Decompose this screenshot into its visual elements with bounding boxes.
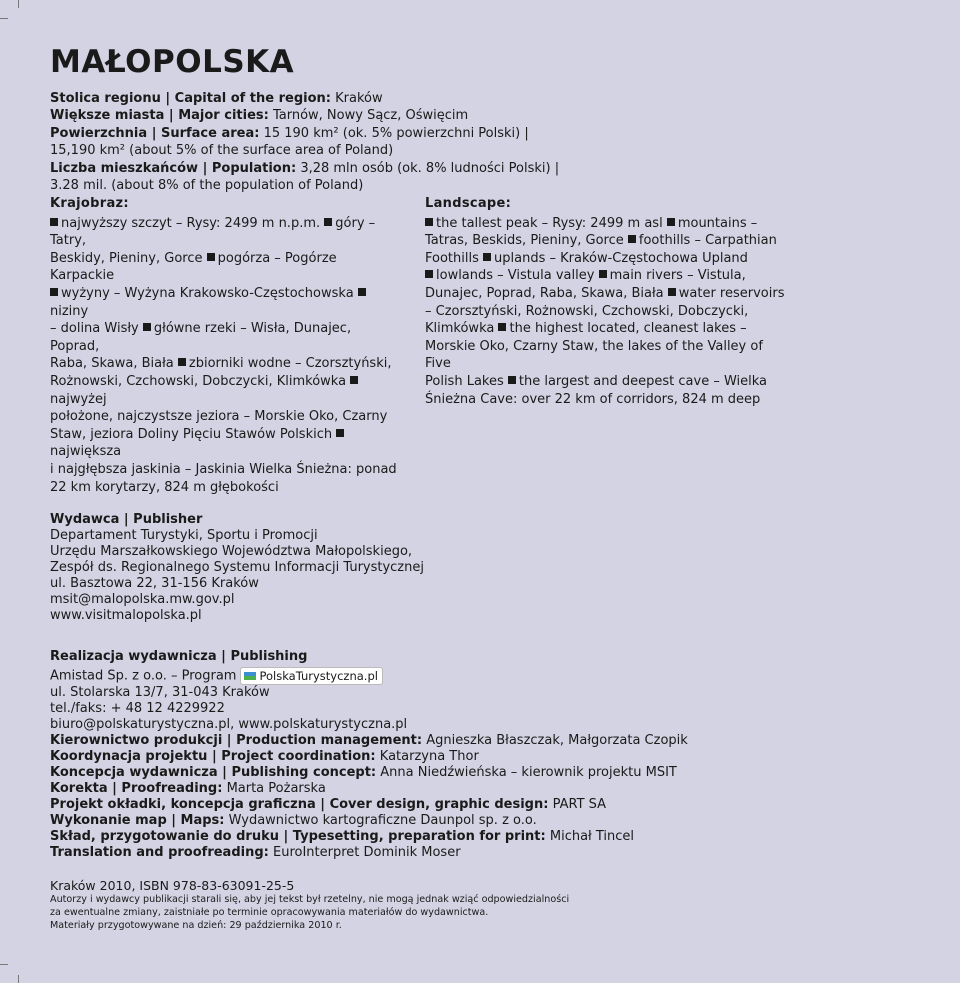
bullet-icon: [178, 358, 186, 366]
landscape-pl: Krajobraz: najwyższy szczyt – Rysy: 2499 m n.p.m. góry – Tatry, Beskidy, Pieniny, Gorce pogórza – Pogórze Karpackie wyżyny – Wyżyna Krakowsko-Częstochowska niziny – dolina Wisły główne rzeki – Wisła, Dunajec, Poprad, Raba, Skawa, Biała zbiorniki wodne – Czorsztyński, Rożnowski, Czchowski, Dobczycki, Klimkówka najwyżej położone, najczystsze jeziora – Morskie Oko, Czarny Staw, jeziora Doliny Pięciu Stawów Polskich największa i najgłębsza jaskinia – Jaskinia Wielka Śnieżna: ponad 22 km korytarzy, 824 m głębokości: [50, 195, 400, 496]
bullet-icon: [425, 218, 433, 226]
publisher-website[interactable]: www.visitmalopolska.pl: [50, 608, 202, 623]
bullet-icon: [508, 376, 516, 384]
bullet-icon: [358, 288, 366, 296]
bullet-icon: [143, 323, 151, 331]
crop-mark: [0, 964, 8, 965]
credit-row: Projekt okładki, koncepcja graficzna | Cover design, graphic design: PART SA: [50, 797, 607, 812]
crop-mark: [18, 975, 19, 983]
bullet-icon: [50, 288, 58, 296]
cities-row: Większe miasta | Major cities: Tarnów, Nowy Sącz, Oświęcim: [50, 108, 469, 124]
publishing-block: Realizacja wydawnicza | Publishing Amistad Sp. z o.o. – Program PolskaTurystyczna.pl ul. Stolarska 13/7, 31-043 Kraków tel./faks: + 48 12 4229922 biuro@polskaturystyczna.pl, www.polskaturystyczna.pl Kierownictwo produkcji | Production management: Agnieszka Błaszczak, Małgorzata Czopik Koordynacja projektu | Project coordination: Katarzyna Thor Koncepcja wydawnicza | Publishing concept: Anna Niedźwieńska – kierownik projektu MSIT Korekta | Proofreading: Marta Pożarska Projekt okładki, koncepcja graficzna | Cover design, graphic design: PART SA Wykonanie map | Maps: Wydawnictwo kartograficzne Daunpol sp. z o.o. Skład, przygotowanie do druku | Typesetting, preparation for print: Michał Tincel Translation and proofreading: EuroInterpret Dominik Moser: [50, 649, 750, 861]
population-row: Liczba mieszkańców | Population: 3,28 mln osób (ok. 8% ludności Polski) |: [50, 160, 560, 176]
publisher-email[interactable]: msit@malopolska.mw.gov.pl: [50, 592, 235, 607]
polskaturystyczna-logo: PolskaTurystyczna.pl: [240, 667, 383, 685]
credit-row: Koordynacja projektu | Project coordination: Katarzyna Thor: [50, 749, 479, 764]
disclaimer: Autorzy i wydawcy publikacji starali się, aby jej tekst był rzetelny, nie mogą jednak wziąć odpowiedzialności za ewentualne zmiany, zaistniałe po terminie opracowywania materiałów do wydawnictwa. Materiały przygotowywane na dzień: 29 października 2010 r.: [50, 894, 570, 931]
bullet-icon: [207, 253, 215, 261]
publisher-heading: Wydawca | Publisher: [50, 512, 203, 527]
bullet-icon: [324, 218, 332, 226]
crop-mark: [0, 18, 8, 19]
page-title: MAŁOPOLSKA: [50, 44, 295, 80]
capital-row: Stolica regionu | Capital of the region: Kraków: [50, 91, 383, 106]
bullet-icon: [483, 253, 491, 261]
landscape-en-heading: Landscape:: [425, 196, 512, 211]
area-row-en: 15,190 km² (about 5% of the surface area of Poland): [50, 143, 394, 159]
credit-row: Translation and proofreading: EuroInterpret Dominik Moser: [50, 845, 461, 860]
bullet-icon: [350, 376, 358, 384]
landscape-en: Landscape: the tallest peak – Rysy: 2499 m asl mountains – Tatras, Beskids, Pieniny, Gorce foothills – Carpathian Foothills uplands – Kraków-Częstochowa Upland lowlands – Vistula valley main rivers – Vistula, Dunajec, Poprad, Raba, Skawa, Biała water reservoirs – Czorsztyński, Rożnowski, Czchowski, Dobczycki, Klimkówka the highest located, cleanest lakes – Morskie Oko, Czarny Staw, the lakes of the Valley of Five Polish Lakes the largest and deepest cave – Wielka Śnieżna Cave: over 22 km of corridors, 824 m deep: [425, 196, 785, 407]
publisher-block: Wydawca | Publisher Departament Turystyki, Sportu i Promocji Urzędu Marszałkowskiego Województwa Małopolskiego, Zespół ds. Regionalnego Systemu Informacji Turystycznej ul. Basztowa 22, 31-156 Kraków msit@malopolska.mw.gov.pl www.visitmalopolska.pl: [50, 512, 670, 624]
bullet-icon: [425, 270, 433, 278]
credit-row: Wykonanie map | Maps: Wydawnictwo kartograficzne Daunpol sp. z o.o.: [50, 813, 537, 828]
publishing-heading: Realizacja wydawnicza | Publishing: [50, 649, 308, 664]
flag-icon: [244, 672, 256, 680]
region-facts: [50, 90, 630, 194]
credit-row: Koncepcja wydawnicza | Publishing concept: Anna Niedźwieńska – kierownik projektu MSIT: [50, 765, 677, 780]
area-row: Powierzchnia | Surface area: 15 190 km² (ok. 5% powierzchni Polski) |: [50, 125, 529, 141]
bullet-icon: [599, 270, 607, 278]
bullet-icon: [628, 235, 636, 243]
landscape-pl-heading: Krajobraz:: [50, 196, 129, 211]
credit-row: Kierownictwo produkcji | Production management: Agnieszka Błaszczak, Małgorzata Czopik: [50, 733, 688, 748]
bullet-icon: [336, 429, 344, 437]
bullet-icon: [498, 323, 506, 331]
bullet-icon: [50, 218, 58, 226]
bullet-icon: [667, 218, 675, 226]
publishing-contacts[interactable]: biuro@polskaturystyczna.pl, www.polskaturystyczna.pl: [50, 717, 408, 732]
crop-mark: [18, 0, 19, 8]
credit-row: Skład, przygotowanie do druku | Typesetting, preparation for print: Michał Tincel: [50, 829, 635, 844]
population-row-en: 3.28 mil. (about 8% of the population of Poland): [50, 178, 364, 194]
isbn-line: Kraków 2010, ISBN 978-83-63091-25-5: [50, 878, 295, 893]
credit-row: Korekta | Proofreading: Marta Pożarska: [50, 781, 326, 796]
bullet-icon: [668, 288, 676, 296]
